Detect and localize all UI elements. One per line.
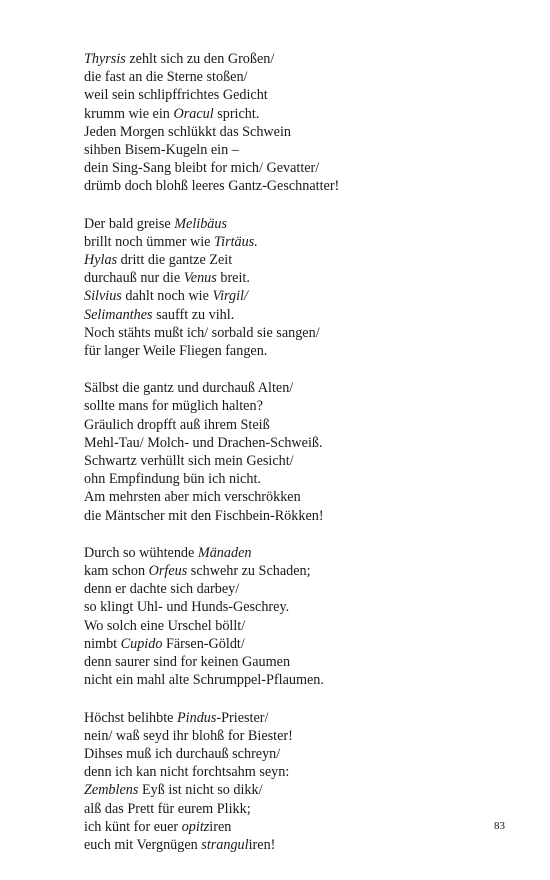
poem-line bbox=[84, 617, 524, 635]
poem-line bbox=[84, 598, 524, 616]
poem-line bbox=[84, 671, 524, 689]
poem-line bbox=[84, 470, 524, 488]
text-segment: zehlt sich zu den Großen/ bbox=[125, 51, 275, 67]
text-segment: sollte mans for müglich halten? bbox=[84, 398, 263, 415]
poem-line bbox=[84, 306, 524, 324]
text-segment: kam schon bbox=[84, 563, 149, 580]
poem-line bbox=[84, 452, 524, 470]
poem-line bbox=[84, 379, 524, 397]
poem-line bbox=[84, 488, 524, 506]
text-segment: denn saurer sind for keinen Gaumen bbox=[84, 654, 291, 671]
text-segment: Noch stähts mußt ich/ sorbald sie sangen/ bbox=[84, 324, 320, 341]
text-segment: dein Sing-Sang bleibt for mich/ Gevatter/ bbox=[84, 160, 320, 177]
poem-line bbox=[84, 544, 524, 562]
poem-line bbox=[84, 800, 524, 818]
stanza bbox=[84, 544, 524, 690]
italic-segment: Selimanthes bbox=[84, 306, 153, 323]
stanza bbox=[84, 215, 524, 361]
text-segment: euch mit Vergnügen bbox=[84, 836, 202, 853]
stanza bbox=[84, 50, 524, 196]
poem-body bbox=[84, 50, 524, 873]
italic-segment: Oracul bbox=[173, 105, 214, 122]
italic-segment: Tirtäus. bbox=[214, 233, 258, 250]
text-segment: krumm wie ein bbox=[84, 105, 174, 122]
poem-line bbox=[84, 68, 524, 86]
poem-line bbox=[84, 397, 524, 415]
stanza bbox=[84, 709, 524, 855]
text-segment: -Priester/ bbox=[216, 709, 269, 726]
poem-line bbox=[84, 251, 524, 269]
text-segment: spricht. bbox=[213, 105, 260, 122]
text-segment: Sälbst die gantz und durchauß Alten/ bbox=[84, 380, 294, 397]
text-segment: Dihses muß ich durchauß schreyn/ bbox=[84, 745, 281, 762]
poem-line bbox=[84, 86, 524, 104]
text-segment: saufft zu vihl. bbox=[152, 306, 235, 323]
text-segment: so klingt Uhl- und Hunds-Geschrey. bbox=[84, 599, 290, 616]
text-segment: iren! bbox=[248, 836, 276, 853]
poem-line bbox=[84, 763, 524, 781]
text-segment: ohn Empfindung bün ich nicht. bbox=[84, 471, 261, 488]
text-segment: dahlt noch wie bbox=[121, 288, 213, 305]
text-segment: durchauß nur die bbox=[84, 270, 184, 287]
poem-line bbox=[84, 781, 524, 799]
text-segment: Durch so wühtende bbox=[84, 544, 198, 561]
text-segment: alß das Prett für eurem Plikk; bbox=[84, 800, 251, 817]
text-segment: breit. bbox=[216, 270, 250, 287]
text-segment: ich künt for euer bbox=[84, 818, 182, 835]
text-segment: sihben Bisem-Kugeln ein – bbox=[84, 142, 239, 159]
poem-line bbox=[84, 580, 524, 598]
page-number: 83 bbox=[494, 820, 505, 832]
italic-segment: Orfeus bbox=[148, 563, 188, 580]
poem-line bbox=[84, 653, 524, 671]
text-segment: denn er dachte sich darbey/ bbox=[84, 581, 240, 598]
text-segment: Höchst belihbte bbox=[84, 709, 177, 726]
poem-line bbox=[84, 635, 524, 653]
poem-line bbox=[84, 141, 524, 159]
text-segment: Mehl-Tau/ Molch- und Drachen-Schweiß. bbox=[84, 434, 323, 451]
poem-line bbox=[84, 342, 524, 360]
text-segment: für langer Weile Fliegen fangen. bbox=[84, 343, 268, 360]
italic-segment: Melibäus bbox=[174, 215, 228, 232]
text-segment: Am mehrsten aber mich verschrökken bbox=[84, 489, 301, 506]
text-segment: brillt noch ümmer wie bbox=[84, 233, 215, 250]
text-segment: schwehr zu Schaden; bbox=[187, 563, 311, 580]
text-segment: Gräulich dropfft auß ihrem Steiß bbox=[84, 416, 270, 433]
poem-line bbox=[84, 105, 524, 123]
text-segment: drümb doch blohß leeres Gantz-Geschnatter! bbox=[84, 178, 340, 195]
italic-segment: Zemblens bbox=[84, 782, 139, 799]
poem-line bbox=[84, 727, 524, 745]
italic-segment: Thyrsis bbox=[84, 51, 126, 67]
poem-line bbox=[84, 50, 524, 68]
poem-line bbox=[84, 287, 524, 305]
poem-line bbox=[84, 324, 524, 342]
text-segment: nein/ waß seyd ihr blohß for Biester! bbox=[84, 727, 293, 744]
poem-line bbox=[84, 123, 524, 141]
italic-segment: Pindus bbox=[177, 709, 217, 726]
italic-segment: strangul bbox=[201, 836, 249, 853]
text-segment: weil sein schlipffrichtes Gedicht bbox=[84, 87, 268, 104]
italic-segment: Silvius bbox=[84, 288, 122, 305]
text-segment: dritt die gantze Zeit bbox=[117, 252, 233, 269]
italic-segment: Virgil/ bbox=[212, 288, 248, 305]
poem-line bbox=[84, 818, 524, 836]
poem-line bbox=[84, 507, 524, 525]
text-segment: Wo solch eine Urschel böllt/ bbox=[84, 617, 246, 634]
italic-segment: Hylas bbox=[84, 252, 118, 269]
text-segment: die Mäntscher mit den Fischbein-Rökken! bbox=[84, 507, 324, 524]
stanza bbox=[84, 379, 524, 525]
poem-line bbox=[84, 177, 524, 195]
poem-line bbox=[84, 269, 524, 287]
text-segment: Eyß ist nicht so dikk/ bbox=[138, 782, 263, 799]
poem-line bbox=[84, 562, 524, 580]
text-segment: Färsen-Göldt/ bbox=[162, 635, 245, 652]
text-segment: Schwartz verhüllt sich mein Gesicht/ bbox=[84, 453, 294, 470]
text-segment: denn ich kan nicht forchtsahm seyn: bbox=[84, 764, 290, 781]
text-segment: Jeden Morgen schlükkt das Schwein bbox=[84, 123, 292, 140]
text-segment: die fast an die Sterne stoßen/ bbox=[84, 69, 248, 86]
italic-segment: Mänaden bbox=[197, 544, 252, 561]
poem-line bbox=[84, 215, 524, 233]
poem-line bbox=[84, 836, 524, 854]
poem-line bbox=[84, 416, 524, 434]
poem-line bbox=[84, 709, 524, 727]
poem-line bbox=[84, 159, 524, 177]
poem-line bbox=[84, 233, 524, 251]
poem-line bbox=[84, 434, 524, 452]
italic-segment: Cupido bbox=[120, 635, 163, 652]
text-segment: Der bald greise bbox=[84, 215, 175, 232]
poem-line bbox=[84, 745, 524, 763]
italic-segment: Venus bbox=[183, 270, 217, 287]
text-segment: iren bbox=[209, 818, 232, 835]
text-segment: nicht ein mahl alte Schrumppel-Pflaumen. bbox=[84, 672, 324, 689]
text-segment: nimbt bbox=[84, 635, 121, 652]
italic-segment: opitz bbox=[181, 818, 210, 835]
